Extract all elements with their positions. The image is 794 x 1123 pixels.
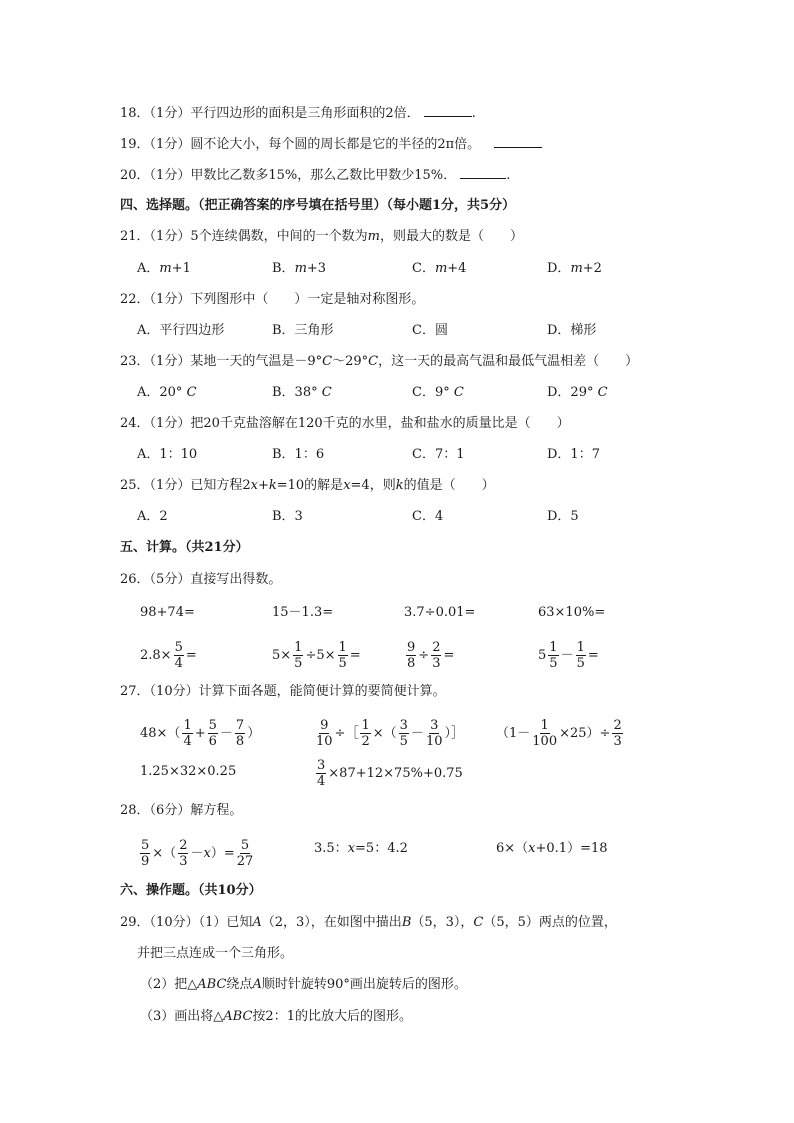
calc-item: 5 $\frac{1}{5}$ － $\frac{1}{5}$ = [538,640,599,671]
question-29-line-2: 并把三点连成一个三角形。 [137,946,294,961]
question-29-part-3: （3）画出将△ABC按2：1的比放大后的图形。 [140,1009,412,1024]
option-b[interactable]: B．1：6 [272,447,325,462]
calc-item: $\frac{9}{8}$ ÷ $\frac{2}{3}$ = [407,640,455,671]
option-c[interactable]: C．圆 [412,323,448,338]
option-d[interactable]: D．29° C [547,385,608,400]
option-a[interactable]: A．m+1 [137,261,191,276]
option-b[interactable]: B．3 [272,509,303,524]
section-6-heading: 六、操作题。（共10分） [120,883,262,898]
calc-item: 2.8× $\frac{5}{4}$ = [140,640,197,671]
option-a[interactable]: A．1：10 [137,447,198,462]
question-24: 24．（1分）把20千克盐溶解在120千克的水里，盐和盐水的质量比是（ ） [120,416,570,431]
question-20: 20．（1分）甲数比乙数多15%，那么乙数比甲数少15%． . [120,168,511,183]
equation: 3.5：x=5：4.2 [314,841,408,856]
calc-expression: 1.25×32×0.25 [140,764,237,779]
calc-expression: $\frac{9}{10}$ ÷［ $\frac{1}{2}$ ×（ $\frac{3}{5}$ － $\frac{3}{10}$ ）］ [316,718,464,749]
option-c[interactable]: C．9° C [412,385,464,400]
calc-item: 98+74= [140,605,195,620]
calc-expression: （1－ $\frac{1}{100}$ ×25）÷ $\frac{2}{3}$ [496,718,622,749]
answer-blank[interactable] [424,104,472,117]
section-5-heading: 五、计算。（共21分） [120,540,249,555]
calc-expression: $\frac{3}{4}$ ×87+12×75%+0.75 [317,758,463,789]
option-b[interactable]: B．38° C [272,385,332,400]
calc-item: 3.7÷0.01= [404,605,476,620]
option-c[interactable]: C．m+4 [412,261,467,276]
answer-blank[interactable] [494,135,542,148]
answer-blank[interactable] [460,166,506,179]
option-d[interactable]: D．m+2 [547,261,602,276]
question-18: 18．（1分）平行四边形的面积是三角形面积的2倍． . [120,106,476,121]
option-c[interactable]: C．4 [412,509,444,524]
option-a[interactable]: A．平行四边形 [137,323,225,338]
calc-expression: 48×（ $\frac{1}{4}$ + $\frac{5}{6}$ － $\frac{7}{8}$ ） [140,718,261,749]
question-28: 28．（6分）解方程。 [120,803,243,818]
question-26: 26．（5分）直接写出得数。 [120,572,282,587]
option-a[interactable]: A．2 [137,509,168,524]
question-25: 25．（1分）已知方程2x+k=10的解是x=4，则k的值是（ ） [120,478,495,493]
equation: $\frac{5}{9}$ ×（ $\frac{2}{3}$ －x）= $\frac{5}{27}$ [141,838,254,869]
calc-item: 5× $\frac{1}{5}$ ÷5× $\frac{1}{5}$ = [272,640,361,671]
calc-item: 63×10%= [538,605,606,620]
option-b[interactable]: B．三角形 [272,323,334,338]
option-d[interactable]: D．5 [547,509,579,524]
question-22: 22．（1分）下列图形中（ ）一定是轴对称图形。 [120,292,425,307]
option-d[interactable]: D．梯形 [547,323,597,338]
section-4-heading: 四、选择题。（把正确答案的序号填在括号里）（每小题1分，共5分） [120,198,516,213]
equation: 6×（x+0.1）=18 [496,841,608,856]
question-23: 23．（1分）某地一天的气温是－9°C～29°C，这一天的最高气温和最低气温相差（ ） [120,354,639,369]
question-27: 27．（10分）计算下面各题，能简便计算的要简便计算。 [120,684,446,699]
question-29: 29．（10分）（1）已知A（2，3），在如图中描出B（5，3），C（5，5）两点的位置， [120,915,617,930]
option-a[interactable]: A．20° C [137,385,197,400]
option-d[interactable]: D．1：7 [547,447,600,462]
option-b[interactable]: B．m+3 [272,261,327,276]
option-c[interactable]: C．7：1 [412,447,465,462]
calc-item: 15－1.3= [272,605,334,620]
question-29-part-2: （2）把△ABC绕点A顺时针旋转90°画出旋转后的图形。 [140,977,467,992]
question-19: 19．（1分）圆不论大小，每个圆的周长都是它的半径的2π倍。 [120,135,542,154]
question-21: 21．（1分）5个连续偶数，中间的一个数为m，则最大的数是（ ） [120,229,523,244]
